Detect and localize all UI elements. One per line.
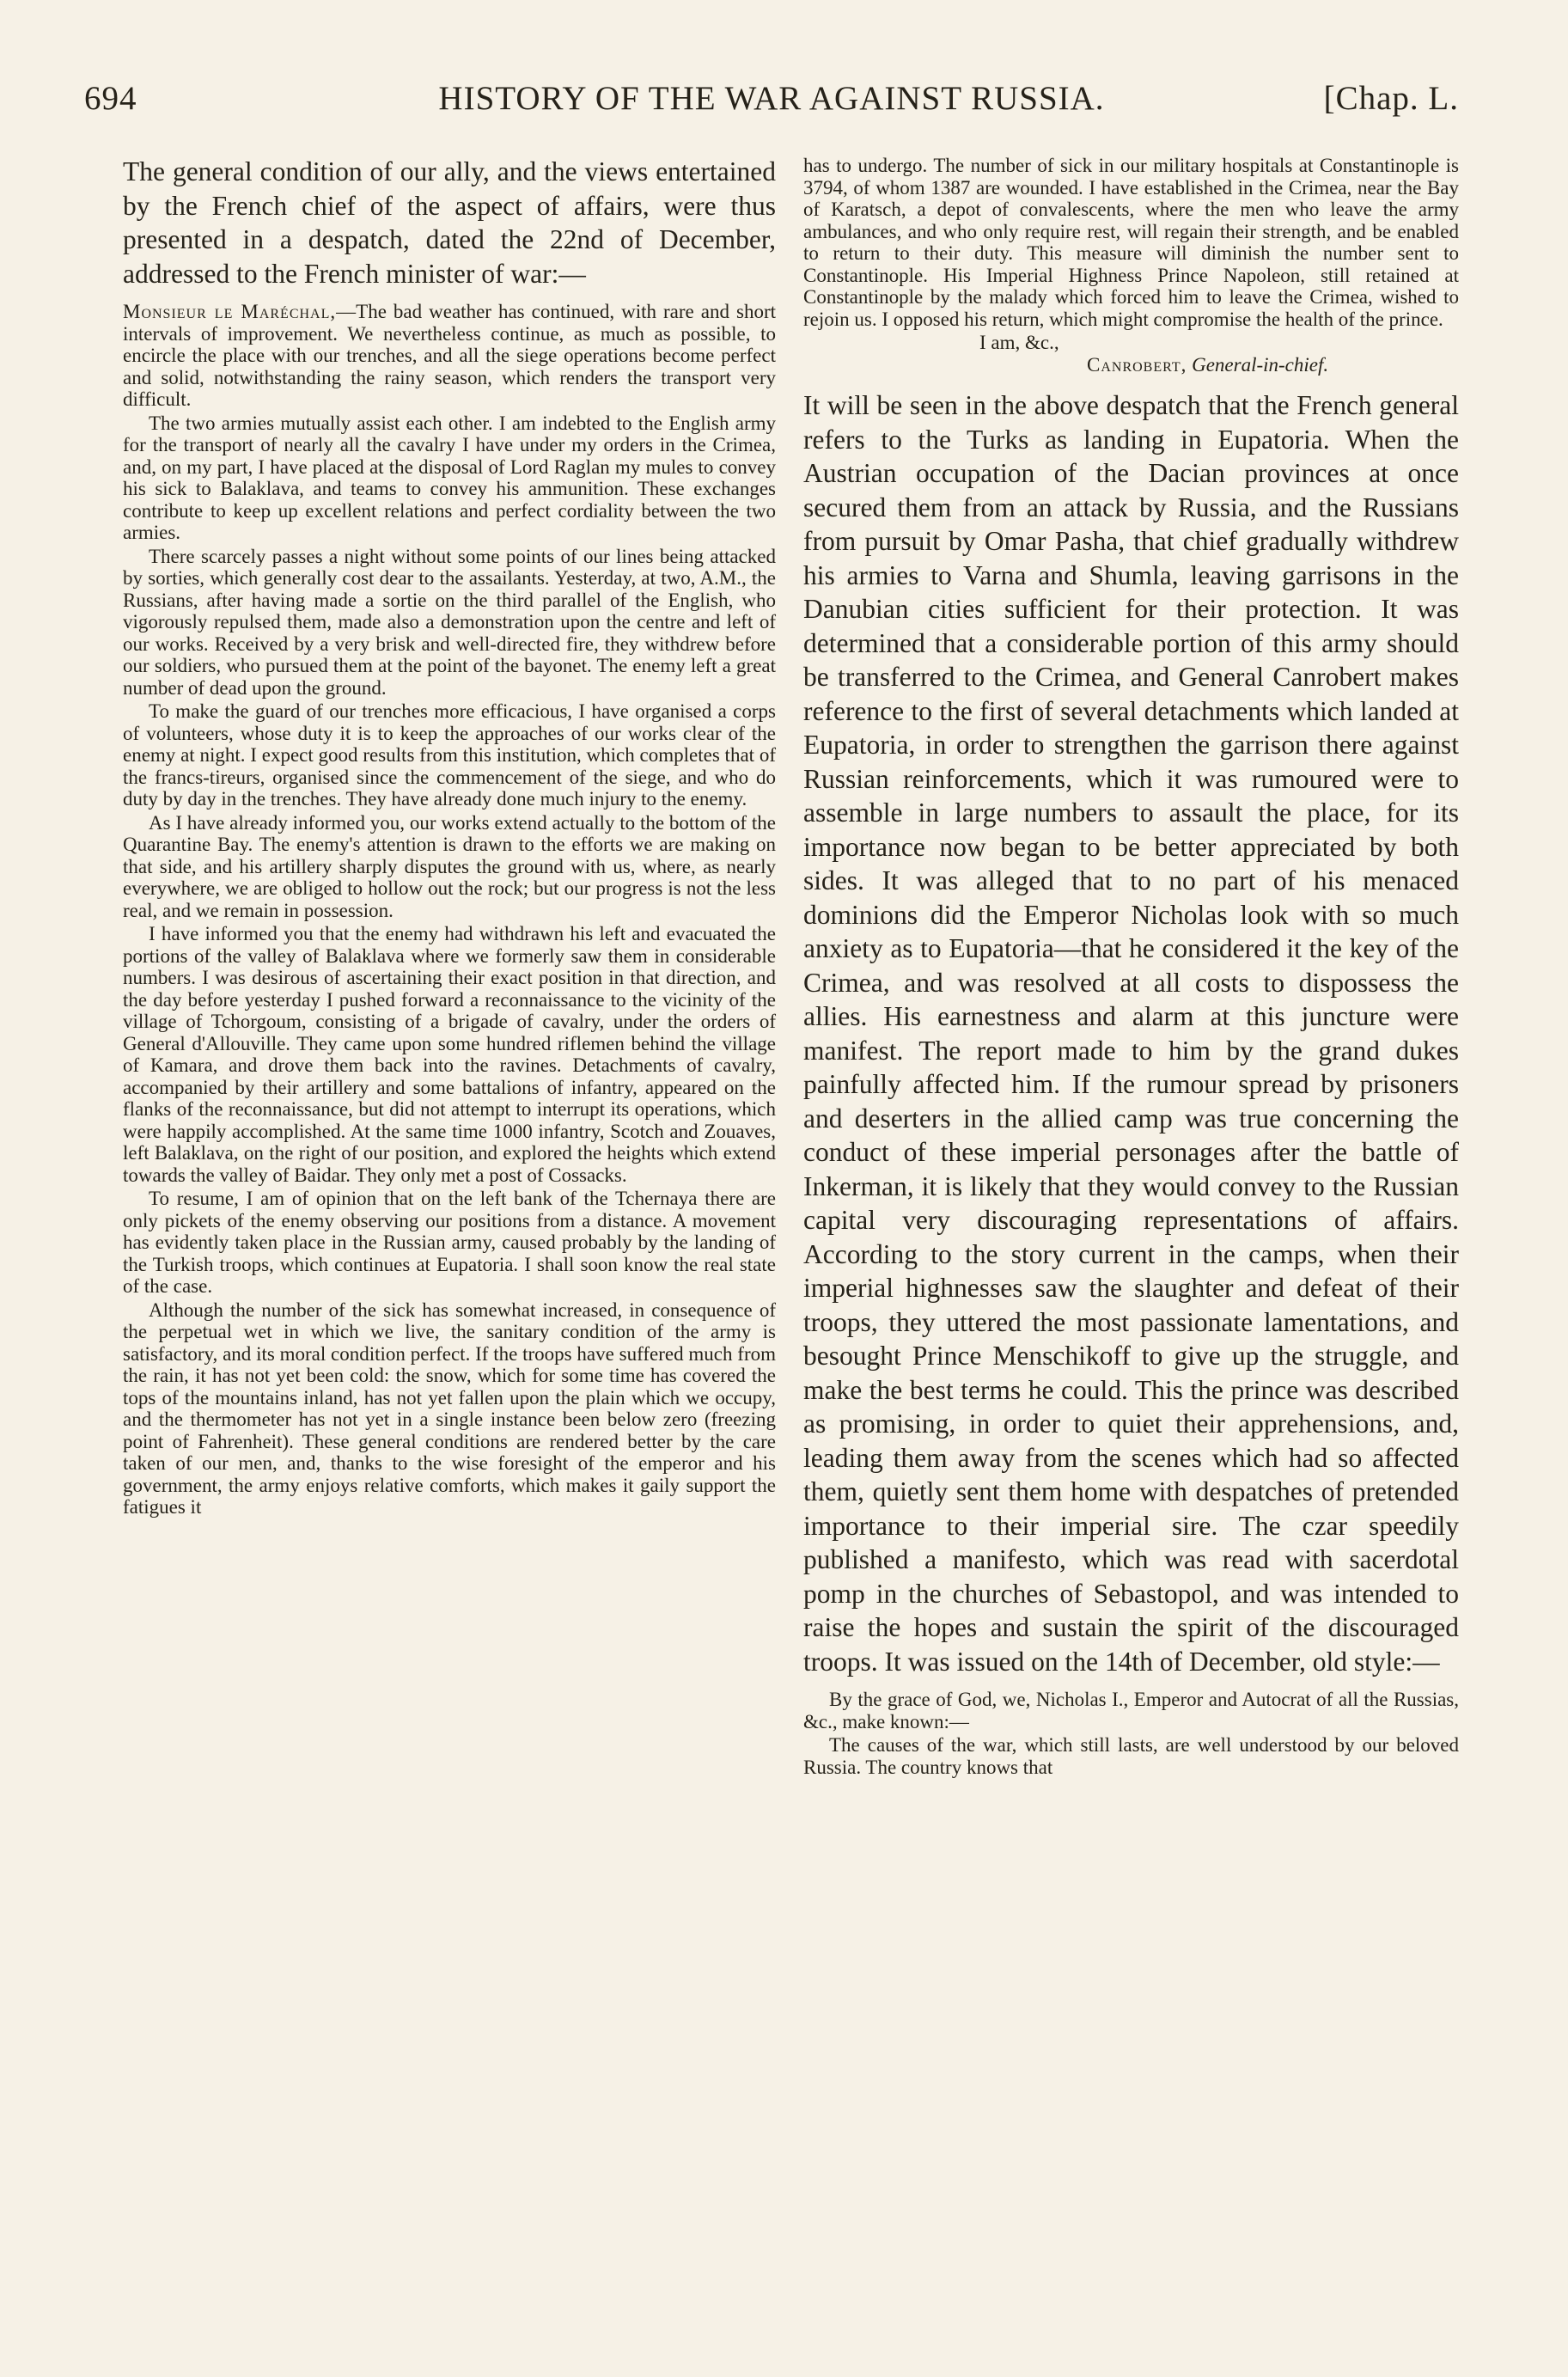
- manifesto-text: The causes of the war, which still lasts, are well understood by our beloved Russia. The country knows that: [803, 1734, 1459, 1778]
- letter-paragraph: Although the number of the sick has somewhat increased, in consequence of the perpetual wet in which we live, the sanitary condition of the army is satisfactory, and its moral condition perfect. If the troops have suffered much from the rain, it has not yet been cold: the snow, which for some time has covered the tops of the mountains inland, has not yet fallen upon the plain which we occupy, and the thermometer has not yet in a single instance been below zero (freezing point of Fahrenheit). These general conditions are rendered better by the care taken of our men, and, thanks to the wise foresight of the emperor and his government, the army enjoys relative comforts, which makes it gaily support the fatigues it: [123, 1298, 776, 1518]
- right-column: [803, 155, 1459, 1780]
- letter-closing: I am, &c.,: [979, 332, 1059, 353]
- intro-paragraph: The general condition of our ally, and the views entertained by the French chief of the aspect of affairs, were thus presented in a despatch, dated the 22nd of December, addressed to the French minister of war:—: [123, 156, 776, 289]
- letter-paragraph: The two armies mutually assist each other. I am indebted to the English army for the transport of nearly all the cavalry I have under my orders in the Crimea, and, on my part, I have placed at the disposal of Lord Raglan my mules to convey his sick to Balaklava, and teams to convey his ammunition. These exchanges contribute to keep up excellent relations and perfect cordiality between the two armies.: [123, 412, 776, 543]
- manifesto-opening: By the grace of God, we, Nicholas I., Emperor and Autocrat of all the Russias, &c., make known:—: [803, 1689, 1459, 1732]
- letter-text: —The bad weather has continued, with rare and short intervals of improvement. We nevertheless continue, as much as possible, to encircle the place with our trenches, and all the siege operations become perfect and solid, notwithstanding the rainy season, which renders the transport very difficult.: [123, 301, 776, 410]
- letter-continuation: has to undergo. The number of sick in our military hospitals at Constantinople is 3794, of whom 1387 are wounded. I have established in the Crimea, near the Bay of Karatsch, a depot of convalescents, where the men who leave the army ambulances, and who only require rest, will regain their strength, and be enabled to return to their duty. This measure will diminish the number sent to Constantinople. His Imperial Highness Prince Napoleon, still retained at Constantinople by the malady which forced him to leave the Crimea, wished to rejoin us. I opposed his return, which might compromise the health of the prince.: [803, 155, 1459, 330]
- running-header: [84, 79, 1459, 122]
- signature-name: Canrobert,: [1087, 354, 1187, 376]
- chapter-marker: [Chap. L.: [1323, 80, 1459, 117]
- left-column: [123, 155, 776, 1520]
- running-title: HISTORY OF THE WAR AGAINST RUSSIA.: [438, 80, 1105, 117]
- letter-salutation: Monsieur le Maréchal,: [123, 301, 337, 322]
- narrative-paragraph: It will be seen in the above despatch that the French general refers to the Turks as landing in Eupatoria. When the Austrian occupation of the Dacian provinces at once secured them from an attack by Russia, and the Russians from pursuit by Omar Pasha, that chief gradually withdrew his armies to Varna and Shumla, leaving garrisons in the Danubian cities sufficient for their protection. It was determined that a considerable portion of this army should be transferred to the Crimea, and General Canrobert makes reference to the first of several detachments which landed at Eupatoria, in order to strengthen the garrison there against Russian reinforcements, which it was rumoured were to assemble in large numbers to assault the place, for its importance now began to be better appreciated by both sides. It was alleged that to no part of his menaced dominions did the Emperor Nicholas look with so much anxiety as to Eupatoria—that he considered it the key of the Crimea, and was resolved at all costs to dispossess the allies. His earnestness and alarm at this juncture were manifest. The report made to him by the grand dukes painfully affected him. If the rumour spread by prisoners and deserters in the allied camp was true concerning the conduct of these imperial personages after the battle of Inkerman, it is likely that they would convey to the Russian capital very discouraging representations of affairs. According to the story current in the camps, when their imperial highnesses saw the slaughter and defeat of their troops, they uttered the most passionate lamentations, and besought Prince Menschikoff to give up the struggle, and make the best terms he could. This the prince was described as promising, in order to quiet their apprehensions, and, leading them away from the scenes which had so affected them, quietly sent them home with despatches of pretended importance to their imperial sire. The czar speedily published a manifesto, which was read with sacerdotal pomp in the churches of Sebastopol, and was intended to raise the hopes and sustain the spirit of the discouraged troops. It was issued on the 14th of December, old style:—: [803, 390, 1459, 1677]
- page-number: 694: [84, 80, 137, 117]
- letter-paragraph: As I have already informed you, our works extend actually to the bottom of the Quarantine Bay. The enemy's attention is drawn to the efforts we are making on that side, and his artillery sharply disputes the ground with us, where, as nearly everywhere, we are obliged to hollow out the rock; but our progress is not the less real, and we remain in possession.: [123, 811, 776, 921]
- letter-signoff: [803, 332, 1459, 376]
- letter-paragraph: [123, 301, 776, 411]
- letter-signature: [803, 354, 1459, 376]
- letter-paragraph: To resume, I am of opinion that on the left bank of the Tchernaya there are only pickets of the enemy observing our positions from a distance. A movement has evidently taken place in the Russian army, caused probably by the landing of the Turkish troops, which continues at Eupatoria. I shall soon know the real state of the case.: [123, 1188, 776, 1297]
- letter-paragraph: There scarcely passes a night without some points of our lines being attacked by sorties, which generally cost dear to the assailants. Yesterday, at two, A.M., the Russians, after having made a sortie on the third parallel of the English, who vigorously repulsed them, made also a demonstration upon the centre and left of our works. Received by a very brisk and well-directed fire, they withdrew before our soldiers, who pursued them at the point of the bayonet. The enemy left a great number of dead upon the ground.: [123, 545, 776, 699]
- signature-title: General-in-chief.: [1192, 354, 1329, 376]
- letter-paragraph: I have informed you that the enemy had withdrawn his left and evacuated the portions of the valley of Balaklava where we formerly saw them in considerable numbers. I was desirous of ascertaining their exact position in that direction, and the day before yesterday I pushed forward a reconnaissance to the vicinity of the village of Tchorgoum, consisting of a brigade of cavalry, under the orders of General d'Allouville. They came upon some hundred riflemen behind the village of Kamara, and drove them back into the ravines. Detachments of cavalry, accompanied by their artillery and some battalions of infantry, appeared on the flanks of the reconnaissance, but did not attempt to interrupt its operations, which were happily accomplished. At the same time 1000 infantry, Scotch and Zouaves, left Balaklava, on the right of our position, and explored the heights which extend towards the valley of Baidar. They only met a post of Cossacks.: [123, 923, 776, 1186]
- letter-paragraph: To make the guard of our trenches more efficacious, I have organised a corps of volunteers, whose duty it is to keep the approaches of our works clear of the enemy at night. I expect good results from this institution, which completes that of the francs-tireurs, organised since the commencement of the siege, and who do duty by day in the trenches. They have already done much injury to the enemy.: [123, 700, 776, 810]
